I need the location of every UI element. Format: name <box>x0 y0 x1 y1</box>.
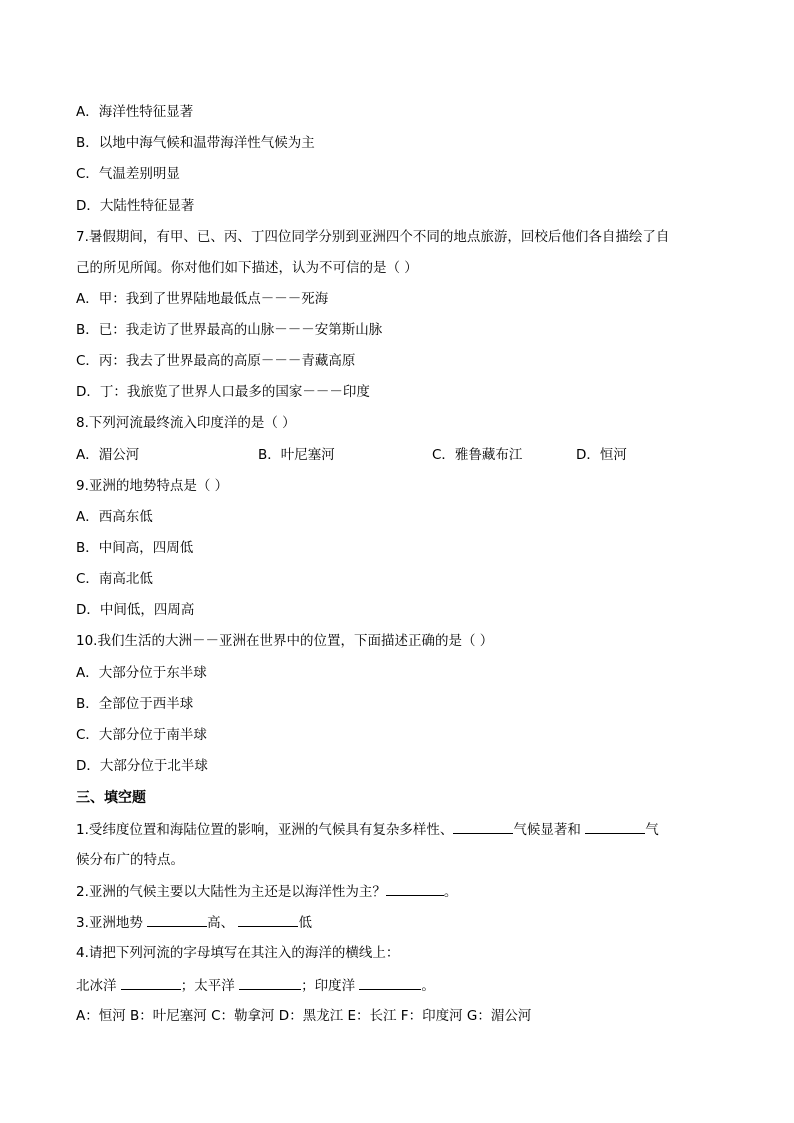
fill-4-text-a: 北冰洋 <box>76 978 121 994</box>
fill-1-line2: 候分布广的特点。 <box>76 852 184 868</box>
q6-option-d: D．大陆性特征显著 <box>76 198 195 214</box>
q7-stem-line1: 7.暑假期间，有甲、已、丙、丁四位同学分别到亚洲四个不同的地点旅游，回校后他们各自描绘了自 <box>76 229 670 245</box>
fill-3-text-b: 高、 <box>207 915 239 931</box>
q9-option-c: C．南高北低 <box>76 571 153 587</box>
q10-option-d: D．大部分位于北半球 <box>76 758 208 774</box>
fill-4-rivers: A：恒河 B：叶尼塞河 C：勒拿河 D：黑龙江 E：长江 F：印度河 G：湄公河 <box>76 1008 532 1024</box>
fill-1-text-a: 1.受纬度位置和海陆位置的影响，亚洲的气候具有复杂多样性、 <box>76 822 454 838</box>
q8-option-a: A．湄公河 <box>76 447 140 463</box>
q6-option-b: B．以地中海气候和温带海洋性气候为主 <box>76 135 315 151</box>
q8-option-c: C．雅鲁藏布江 <box>432 447 523 463</box>
q10-option-a: A．大部分位于东半球 <box>76 665 207 681</box>
fill-2-text-b: 。 <box>443 884 458 900</box>
q9-option-d: D．中间低，四周高 <box>76 602 195 618</box>
q9-option-b: B．中间高，四周低 <box>76 540 194 556</box>
fill-1-line1 <box>76 819 659 840</box>
fill-4-answers <box>76 975 435 996</box>
fill-3-text-a: 3.亚洲地势 <box>76 915 148 931</box>
fill-1-text-c: 气 <box>645 822 659 838</box>
q7-option-b: B．已：我走访了世界最高的山脉－－－安第斯山脉 <box>76 322 383 338</box>
fill-2 <box>76 881 457 902</box>
fill-1-blank-2[interactable] <box>585 819 645 834</box>
fill-4-blank-pacific[interactable] <box>239 975 301 990</box>
fill-4-text-b: ；太平洋 <box>180 978 240 994</box>
q7-option-a: A．甲：我到了世界陆地最低点－－－死海 <box>76 291 329 307</box>
fill-4-text-d: 。 <box>421 978 435 994</box>
fill-4-blank-arctic[interactable] <box>121 975 181 990</box>
fill-3-text-c: 低 <box>298 915 312 931</box>
fill-3-blank-1[interactable] <box>147 912 207 927</box>
fill-3 <box>76 912 312 933</box>
q7-option-c: C．丙：我去了世界最高的高原－－－青藏高原 <box>76 353 356 369</box>
q9-stem: 9.亚洲的地势特点是（ ） <box>76 478 229 494</box>
fill-3-blank-2[interactable] <box>238 912 298 927</box>
q7-option-d: D．丁：我旅览了世界人口最多的国家－－－印度 <box>76 384 370 400</box>
q8-option-d: D．恒河 <box>576 447 627 463</box>
q10-option-b: B．全部位于西半球 <box>76 696 194 712</box>
section-title: 三、填空题 <box>76 790 146 806</box>
fill-4-stem: 4.请把下列河流的字母填写在其注入的海洋的横线上： <box>76 945 400 961</box>
fill-1-text-b: 气候显著和 <box>513 822 586 838</box>
fill-1-blank-1[interactable] <box>453 819 513 834</box>
q10-option-c: C．大部分位于南半球 <box>76 727 207 743</box>
fill-4-text-c: ；印度洋 <box>301 978 360 994</box>
q6-option-c: C．气温差别明显 <box>76 166 180 182</box>
q8-option-b: B．叶尼塞河 <box>258 447 335 463</box>
q8-stem: 8.下列河流最终流入印度洋的是（ ） <box>76 415 296 431</box>
q9-option-a: A．西高东低 <box>76 509 153 525</box>
fill-2-text-a: 2.亚洲的气候主要以大陆性为主还是以海洋性为主？ <box>76 884 386 900</box>
q7-stem-line2: 己的所见所闻。你对他们如下描述，认为不可信的是（ ） <box>76 260 418 276</box>
fill-2-blank[interactable] <box>386 881 444 896</box>
q10-stem: 10.我们生活的大洲－－亚洲在世界中的位置，下面描述正确的是（ ） <box>76 633 494 649</box>
q6-option-a: A．海洋性特征显著 <box>76 104 194 120</box>
fill-4-blank-indian[interactable] <box>359 975 421 990</box>
